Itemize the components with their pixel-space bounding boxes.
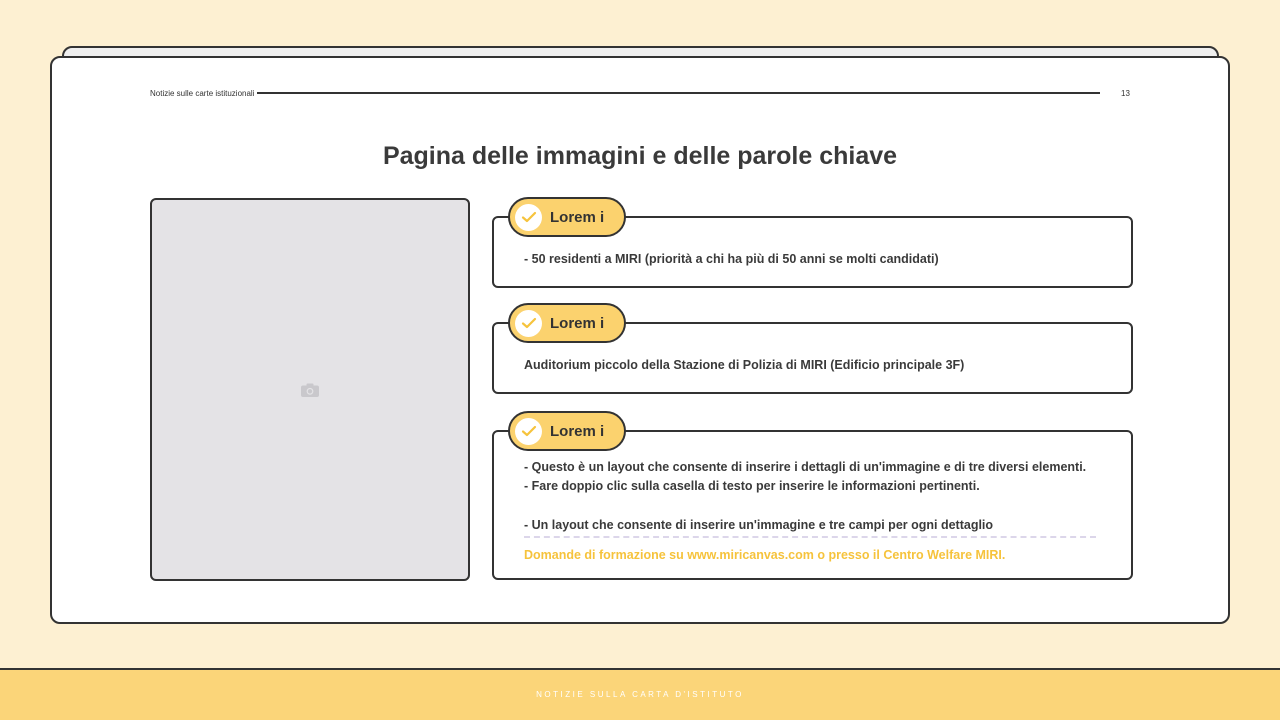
keyword-panel-3[interactable] — [492, 430, 1133, 580]
header-divider — [257, 92, 1100, 94]
tag-2-label: Lorem i — [550, 314, 605, 332]
slide-card — [50, 56, 1230, 624]
header-label: Notizie sulle carte istituzionali — [150, 89, 255, 98]
check-icon — [515, 310, 542, 337]
page-number: 13 — [1121, 89, 1130, 98]
panel-3-line-1: - Questo è un layout che consente di inserire i dettagli di un'immagine e di tre diversi elementi. — [524, 460, 1087, 474]
info-link-text: Domande di formazione su www.miricanvas.com o presso il Centro Welfare MIRI. — [524, 548, 1006, 562]
dashed-divider — [524, 536, 1096, 538]
panel-2-text: Auditorium piccolo della Stazione di Polizia di MIRI (Edificio principale 3F) — [524, 358, 965, 372]
check-icon — [515, 204, 542, 231]
footer-text: NOTIZIE SULLA CARTA D'ISTITUTO — [536, 690, 744, 699]
footer-bar — [0, 668, 1280, 720]
image-placeholder[interactable] — [150, 198, 470, 581]
panel-3-line-2: - Fare doppio clic sulla casella di testo per inserire le informazioni pertinenti. — [524, 479, 980, 493]
page-title: Pagina delle immagini e delle parole chiave — [382, 142, 898, 170]
camera-icon — [301, 383, 319, 397]
keyword-tag-1 — [508, 197, 626, 237]
keyword-tag-2 — [508, 303, 626, 343]
check-icon — [515, 418, 542, 445]
tag-3-label: Lorem i — [550, 422, 605, 440]
keyword-tag-3 — [508, 411, 626, 451]
panel-1-text: - 50 residenti a MIRI (priorità a chi ha più di 50 anni se molti candidati) — [524, 252, 939, 266]
tag-1-label: Lorem i — [550, 208, 605, 226]
panel-3-line-3: - Un layout che consente di inserire un'immagine e tre campi per ogni dettaglio — [524, 518, 994, 532]
